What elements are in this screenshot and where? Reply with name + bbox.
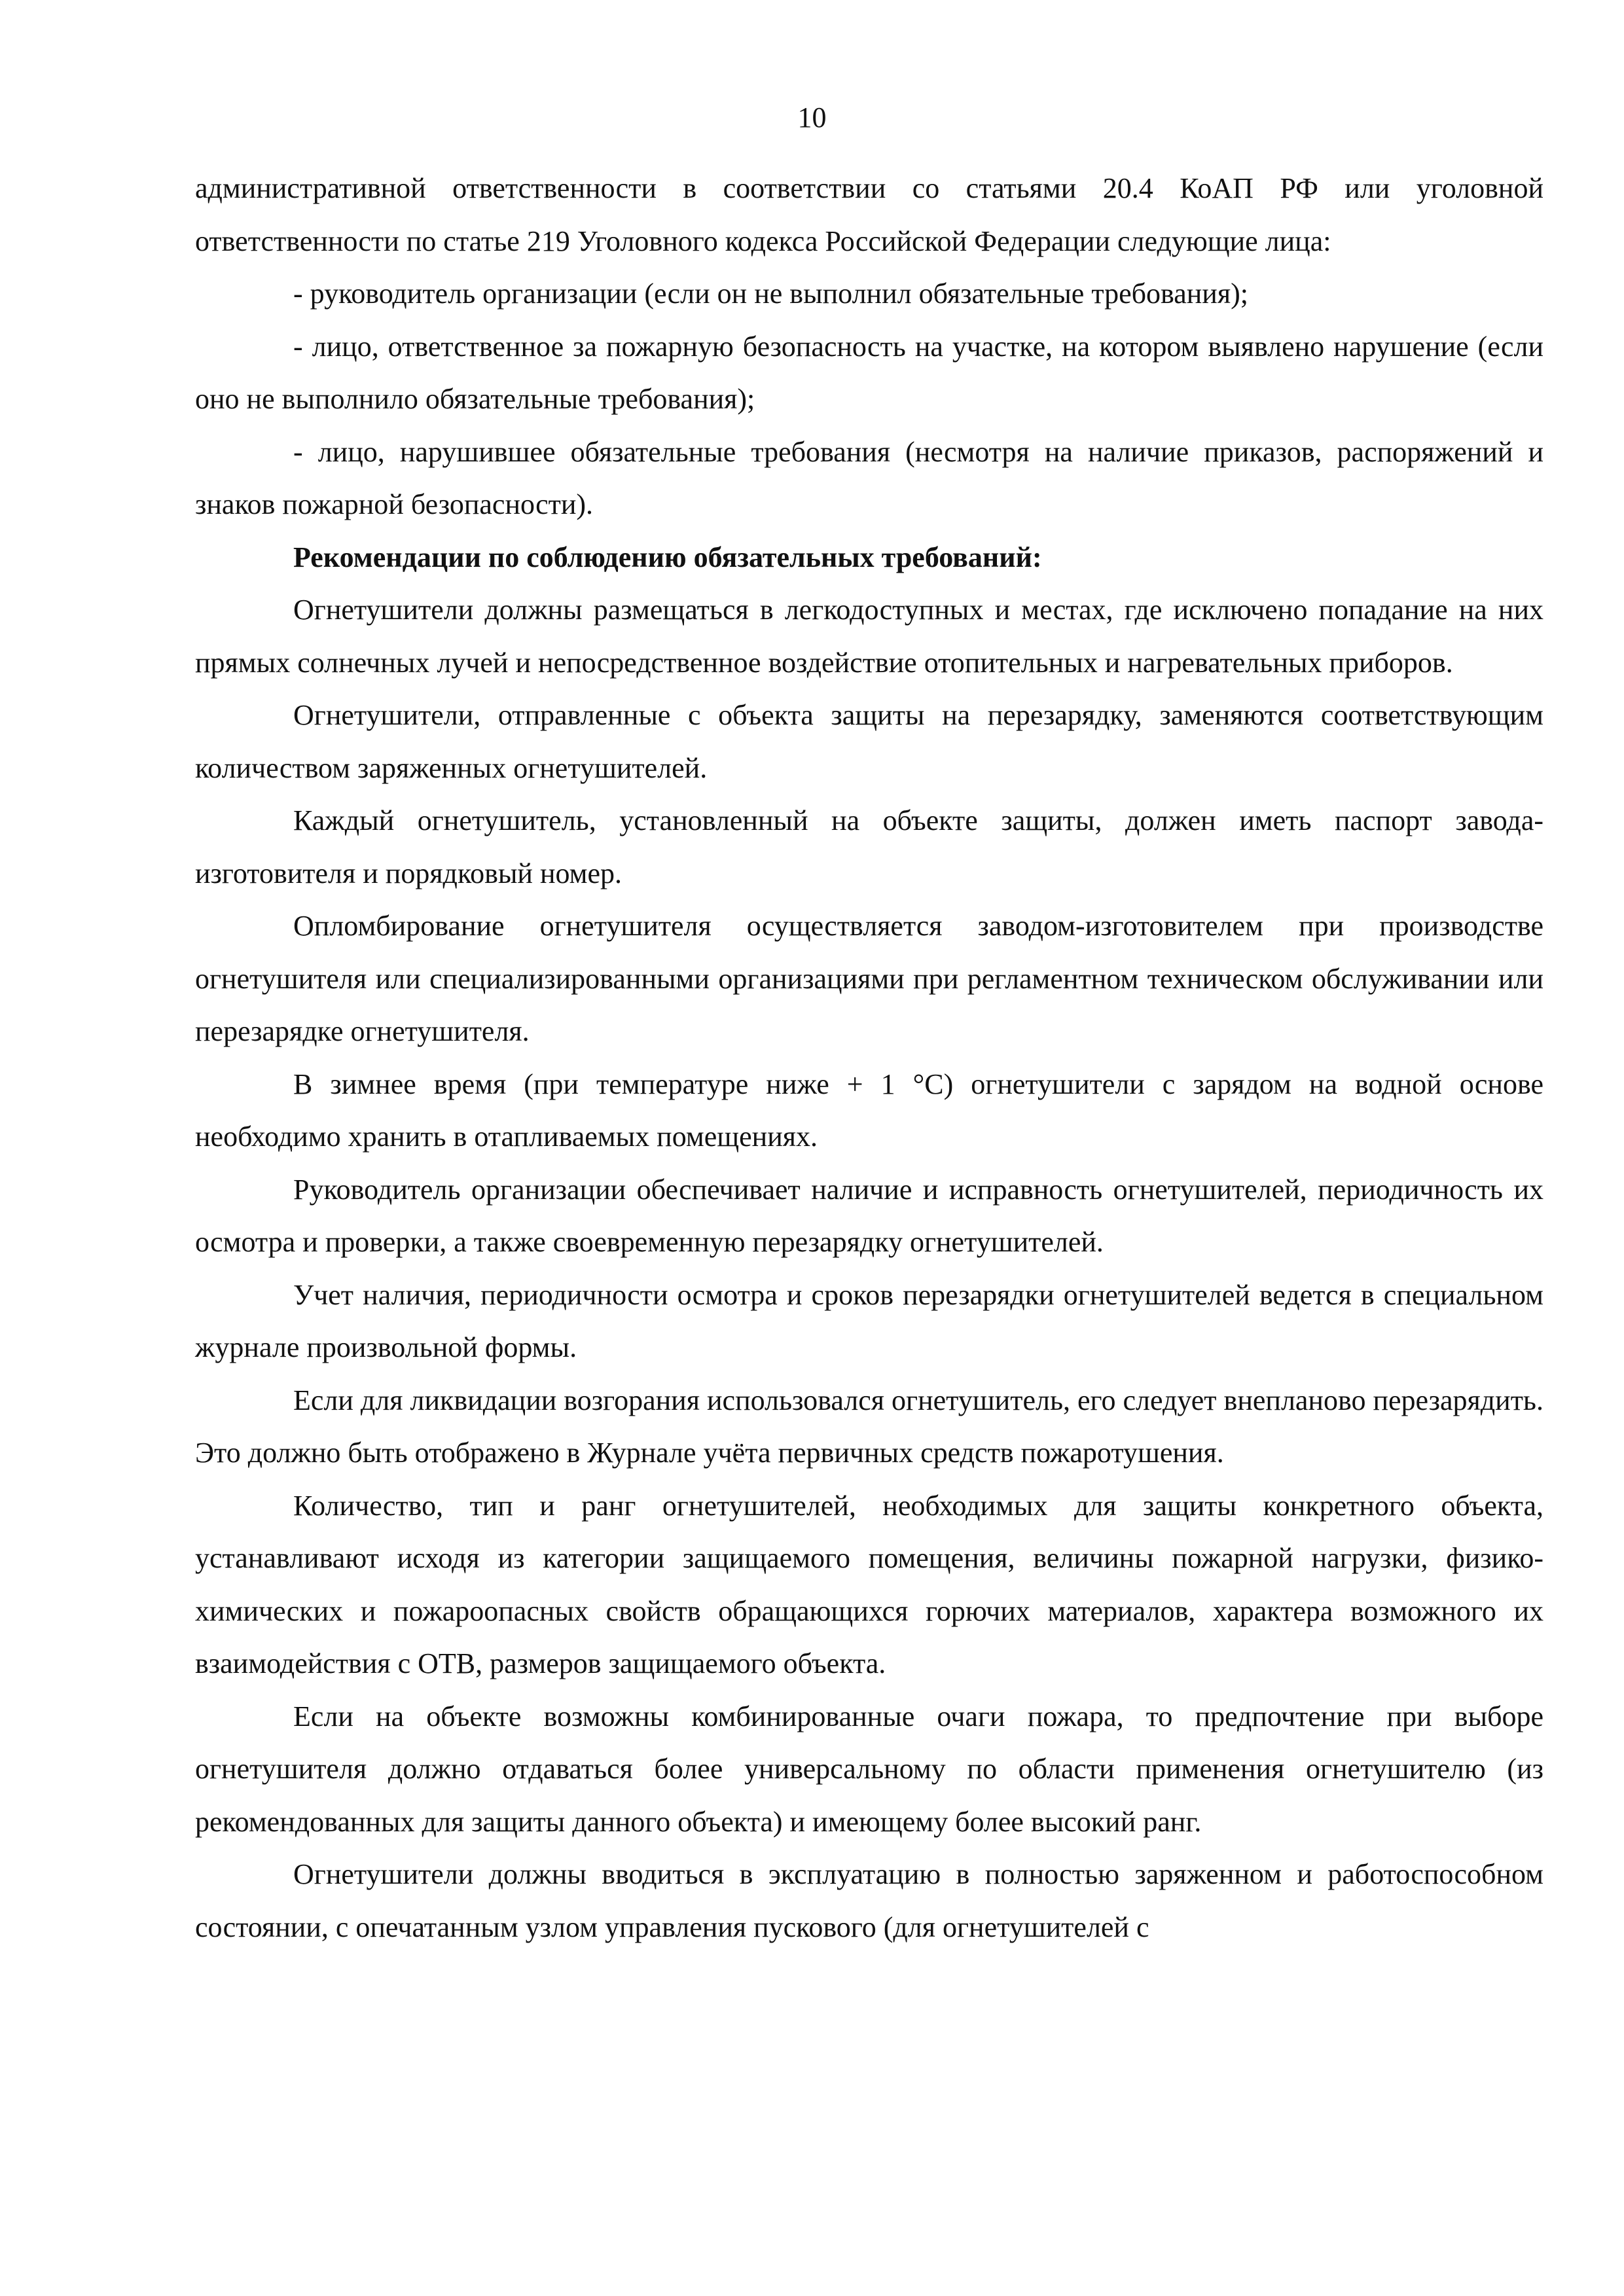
page-number: 10: [797, 101, 827, 134]
paragraph-placement: Огнетушители должны размещаться в легкодоступных и местах, где исключено попадание на них прямых солнечных лучей и непосредственное воздействие отопительных и нагревательных приборов.: [195, 594, 1543, 679]
paragraph-recharge: Если для ликвидации возгорания использовался огнетушитель, его следует внепланово перезарядить. Это должно быть отображено в Журнале учёта первичных средств пожаротушения.: [195, 1384, 1543, 1469]
paragraph-quantity-type: Количество, тип и ранг огнетушителей, необходимых для защиты конкретного объекта, устанавливают исходя из категории защищаемого помещения, величины пожарной нагрузки, физико-химических и пожароопасных свойств обращающихся горючих материалов, характера возможного их взаимодействия с ОТВ, размеров защищаемого объекта.: [195, 1489, 1543, 1679]
paragraph-journal: Учет наличия, периодичности осмотра и сроков перезарядки огнетушителей ведется в специальном журнале произвольной формы.: [195, 1278, 1543, 1363]
document-body: [195, 162, 1543, 1954]
paragraph-replacement: Огнетушители, отправленные с объекта защиты на перезарядку, заменяются соответствующим количеством заряженных огнетушителей.: [195, 699, 1543, 784]
section-heading-recommendations: Рекомендации по соблюдению обязательных требований:: [293, 541, 1042, 573]
paragraph-sealing: Опломбирование огнетушителя осуществляется заводом-изготовителем при производстве огнетушителя или специализированными организациями при регламентном техническом обслуживании или перезарядке огнетушителя.: [195, 910, 1543, 1047]
paragraph-passport: Каждый огнетушитель, установленный на объекте защиты, должен иметь паспорт завода-изготовителя и порядковый номер.: [195, 804, 1543, 889]
paragraph-commissioning: Огнетушители должны вводиться в эксплуатацию в полностью заряженном и работоспособном состоянии, с опечатанным узлом управления пускового (для огнетушителей с: [195, 1858, 1543, 1943]
list-item-organization-head: - руководитель организации (если он не выполнил обязательные требования);: [293, 278, 1248, 310]
paragraph-combined-fires: Если на объекте возможны комбинированные очаги пожара, то предпочтение при выборе огнетушителя должно отдаваться более универсальному по области применения огнетушителю (из рекомендованных для защиты данного объекта) и имеющему более высокий ранг.: [195, 1700, 1543, 1838]
paragraph-winter-storage: В зимнее время (при температуре ниже + 1 °С) огнетушители с зарядом на водной основе необходимо хранить в отапливаемых помещениях.: [195, 1067, 1543, 1153]
paragraph-head-duties: Руководитель организации обеспечивает наличие и исправность огнетушителей, периодичность их осмотра и проверки, а также своевременную перезарядку огнетушителей.: [195, 1173, 1543, 1258]
paragraph-liability-intro: административной ответственности в соответствии со статьями 20.4 КоАП РФ или уголовной ответственности по статье 219 Уголовного кодекса Российской Федерации следующие лица:: [195, 172, 1543, 257]
list-item-violator: - лицо, нарушившее обязательные требования (несмотря на наличие приказов, распоряжений и знаков пожарной безопасности).: [195, 435, 1543, 520]
list-item-fire-safety-responsible: - лицо, ответственное за пожарную безопасность на участке, на котором выявлено нарушение (если оно не выполнило обязательные требования);: [195, 330, 1543, 415]
